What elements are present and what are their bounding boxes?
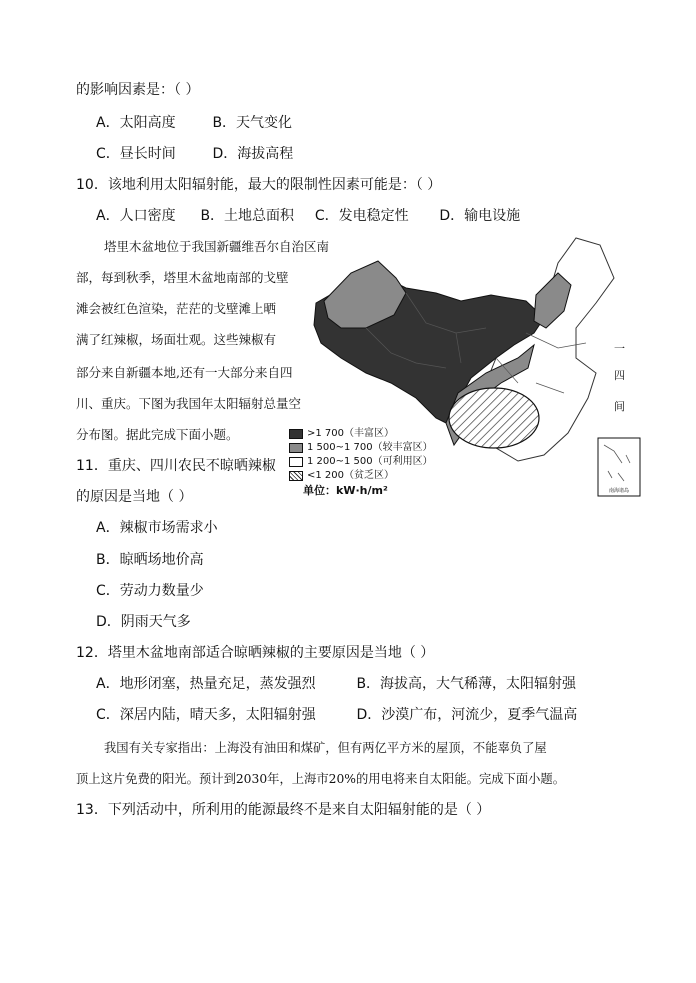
q10-options-row xyxy=(96,206,520,226)
side-char-1: 一 xyxy=(614,342,625,355)
q12-stem: 12．塔里木盆地南部适合晾晒辣椒的主要原因是当地（ ） xyxy=(76,645,435,661)
legend-item-rich xyxy=(289,427,433,441)
q9-option-c[interactable]: C．昼长时间 xyxy=(96,146,176,162)
q12-options-row2 xyxy=(96,705,577,725)
q10-option-b[interactable]: B．土地总面积 xyxy=(200,208,295,224)
q10-option-d[interactable]: D．输电设施 xyxy=(439,208,521,224)
q12-options-row1 xyxy=(96,674,576,694)
q9-options-row1 xyxy=(96,113,292,133)
legend-label-fairly-rich: 1 500~1 700（较丰富区） xyxy=(307,442,433,453)
q11-option-b[interactable]: B．晾晒场地价高 xyxy=(96,552,204,568)
q12-option-b[interactable]: B．海拔高，大气稀薄，太阳辐射强 xyxy=(356,676,577,692)
legend-swatch-fairly-rich xyxy=(289,443,303,453)
inset-label: 南海诸岛 xyxy=(608,488,630,494)
q13-stem: 13．下列活动中，所利用的能源最终不是来自太阳辐射能的是（ ） xyxy=(76,802,491,818)
passage1-line-6: 川、重庆。下图为我国年太阳辐射总量空 xyxy=(76,396,302,411)
q10-option-a[interactable]: A．人口密度 xyxy=(96,208,176,224)
map-legend xyxy=(289,427,433,498)
passage2-line-2: 顶上这片免费的阳光。预计到2030年，上海市20%的用电将来自太阳能。完成下面小题。 xyxy=(76,772,566,786)
legend-swatch-usable xyxy=(289,457,303,467)
legend-label-rich: >1 700（丰富区） xyxy=(307,428,395,439)
q12-option-a[interactable]: A．地形闭塞，热量充足，蒸发强烈 xyxy=(96,676,316,692)
q11-option-c[interactable]: C．劳动力数量少 xyxy=(96,583,204,599)
q9-option-d[interactable]: D．海拔高程 xyxy=(212,146,294,162)
side-char-2: 四 xyxy=(614,369,625,382)
legend-item-fairly-rich xyxy=(289,441,433,455)
legend-item-usable xyxy=(289,455,433,469)
map-region-poor xyxy=(449,388,539,448)
passage1-line-3: 滩会被红色渲染，茫茫的戈壁滩上晒 xyxy=(76,301,277,316)
q9-stem-tail: 的影响因素是：（ ） xyxy=(76,82,200,98)
passage1-line-7: 分布图。据此完成下面小题。 xyxy=(76,427,239,442)
q10-option-c[interactable]: C．发电稳定性 xyxy=(314,208,409,224)
q12-option-c[interactable]: C．深居内陆，晴天多，太阳辐射强 xyxy=(96,707,316,723)
legend-unit: 单位：kW·h/m² xyxy=(303,484,388,497)
q10-stem: 10．该地利用太阳辐射能，最大的限制性因素可能是：（ ） xyxy=(76,177,442,193)
q12-option-d[interactable]: D．沙漠广布，河流少，夏季气温高 xyxy=(356,707,578,723)
legend-swatch-rich xyxy=(289,429,303,439)
passage1-line-1: 塔里木盆地位于我国新疆维吾尔自治区南 xyxy=(104,239,330,254)
passage1-line-2: 部，每到秋季，塔里木盆地南部的戈壁 xyxy=(76,270,289,285)
legend-label-usable: 1 200~1 500（可利用区） xyxy=(307,456,433,467)
q9-option-b[interactable]: B．天气变化 xyxy=(212,115,293,131)
side-char-3: 间 xyxy=(614,400,625,413)
q11-stem-line2: 的原因是当地（ ） xyxy=(76,489,193,505)
q11-option-d[interactable]: D．阴雨天气多 xyxy=(96,614,191,630)
passage2-line-1: 我国有关专家指出：上海没有油田和煤矿，但有两亿平方米的屋顶，不能辜负了屋 xyxy=(104,741,547,755)
legend-swatch-poor xyxy=(289,471,303,481)
passage1-line-4: 满了红辣椒，场面壮观。这些辣椒有 xyxy=(76,332,277,347)
q9-options-row2 xyxy=(96,144,293,164)
q9-option-a[interactable]: A．太阳高度 xyxy=(96,115,176,131)
legend-item-poor xyxy=(289,469,433,483)
legend-label-poor: <1 200（贫乏区） xyxy=(307,470,395,481)
q11-option-a[interactable]: A．辣椒市场需求小 xyxy=(96,520,218,536)
q11-stem-line1: 11．重庆、四川农民不晾晒辣椒 xyxy=(76,458,276,474)
passage1-line-5: 部分来自新疆本地,还有一大部分来自四 xyxy=(76,365,293,380)
